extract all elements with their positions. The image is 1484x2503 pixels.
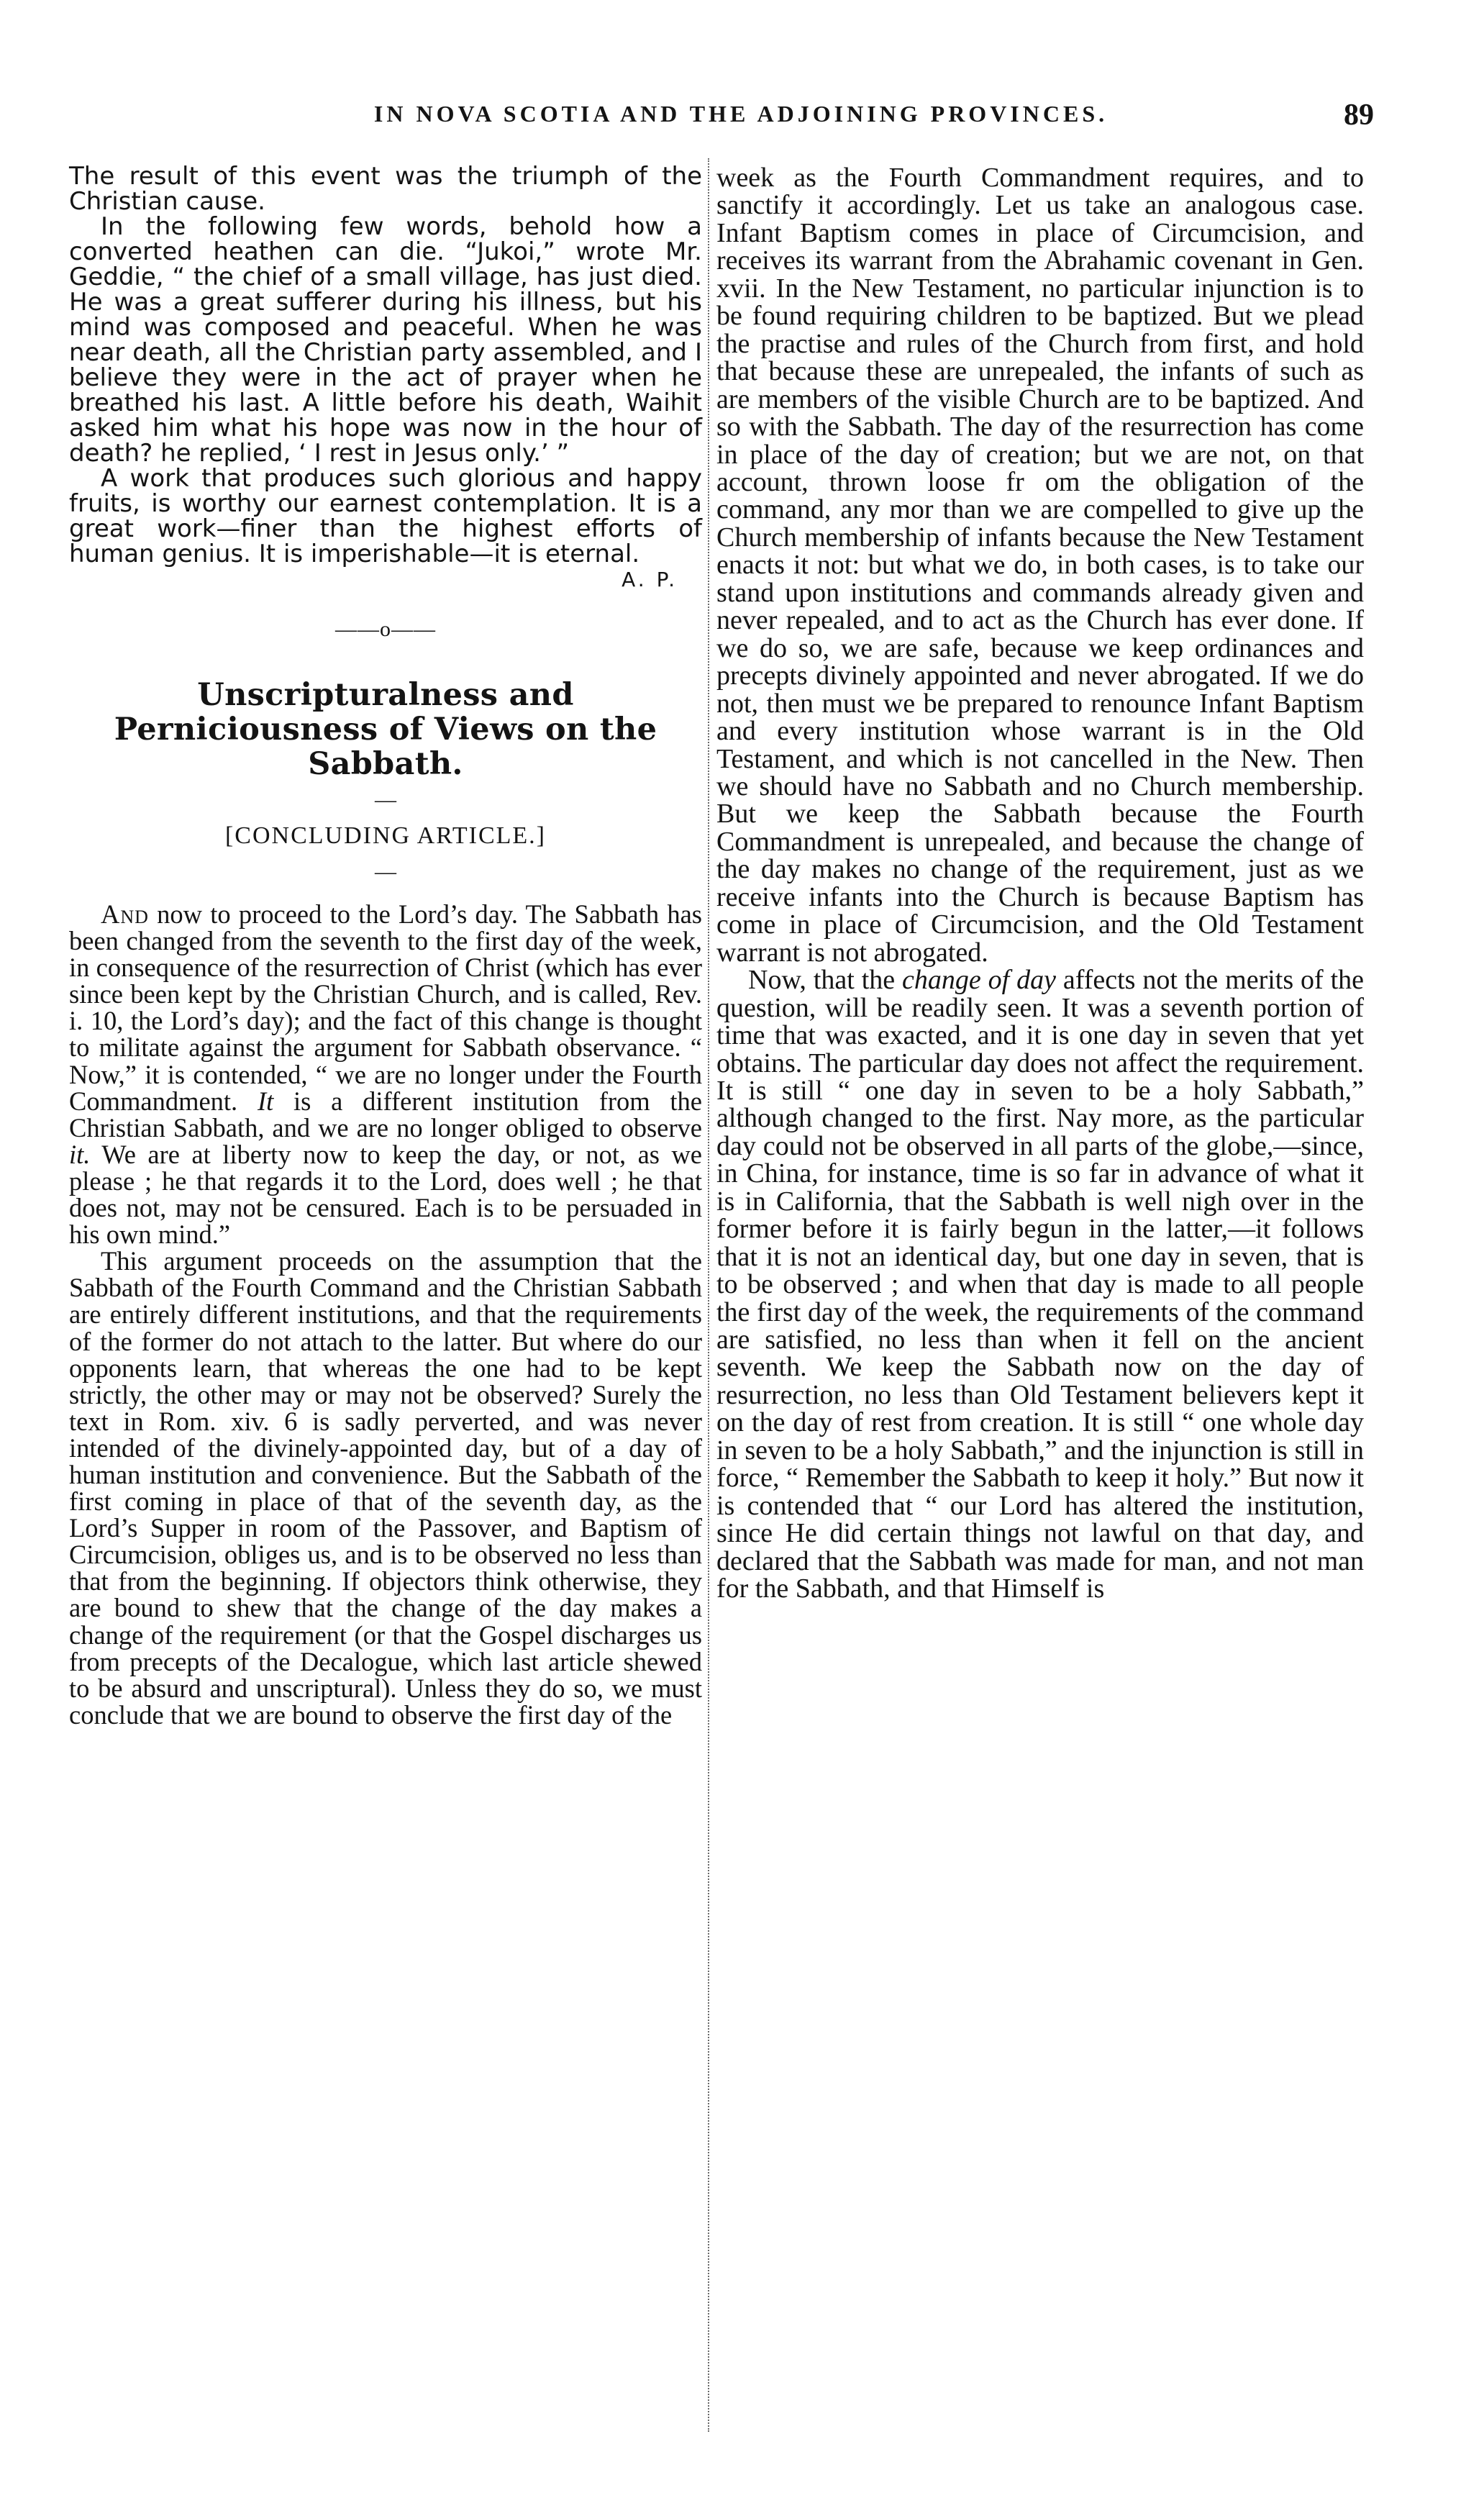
section-divider: ——o—— <box>335 617 436 641</box>
story-paragraph: A work that produces such glorious and happy fruits, is worthy our earnest contemplation. It is a great work—finer than the highest efforts of human genius. It is imperishable—it is eternal. <box>69 464 702 568</box>
article-paragraph <box>69 901 702 1248</box>
emphasis-text: it. <box>69 1139 91 1169</box>
story-paragraph: The result of this event was the triumph of the Christian cause. <box>69 162 702 216</box>
paragraph-text: Now, that the <box>748 965 903 996</box>
column-divider <box>708 158 709 2432</box>
lead-in: And <box>101 899 149 929</box>
left-column <box>69 164 702 1728</box>
article-title: Unscripturalness and Perniciousness of Views on the Sabbath. <box>114 677 657 782</box>
paragraph-text: now to proceed to the Lord’s day. The Sabbath has been changed from the seventh to the first day of the week, in consequence of the resurrection of Christ (which has ever since been kept by the Christian Church, and is called, Rev. i. 10, the Lord’s day); and the fact of this change is thought to militate against the argument for Sabbath observance. “ Now,” it is contended, “ we are no longer under the Fourth Commandment. <box>69 899 702 1116</box>
attribution-line <box>69 567 702 592</box>
story-paragraph: In the following few words, behold how a converted heathen can die. “Jukoi,” wrote Mr. Geddie, “ the chief of a small village, has just died. He was a great sufferer during his illness, but his mind was composed and peaceful. When he was near death, all the Christian party assembled, and I believe they were in the act of prayer when he breathed his last. A little before his death, Waihit asked him what his hope was now in the hour of death? he replied, ‘ I rest in Jesus only.’ ” <box>69 212 702 468</box>
article-paragraph <box>716 966 1364 1602</box>
page-number: 89 <box>1344 99 1374 132</box>
article-paragraph: week as the Fourth Commandment requires, and to sanctify it accordingly. Let us take an analogous case. Infant Baptism comes in place of Circumcision, and receives its warrant from the Abrahamic covenant in Gen. xvii. In the New Testament, no particular injunction is to be found requiring children to be baptized. But we plead the practise and rules of the Church from first, and hold that because these are unrepealed, the infants of such as are members of the visible Church are to be baptized. And so with the Sabbath. The day of the resurrection has come in place of the day of creation; but we are not, on that account, thrown loose fr om the obligation of the command, any mor than we are compelled to give up the Church membership of infants because the New Testament enacts it not: but what we do, in both cases, is to take our stand upon institutions and commands already given and never repealed, and to act as the Church has ever done. If we do so, we are safe, because we keep ordinances and precepts divinely appointed and never abrogated. If we do not, then must we be prepared to renounce Infant Baptism and every institution whose warrant is in the Old Testament, and which is not cancelled in the New. Then we should have no Sabbath and no Church membership. But we keep the Sabbath because the Fourth Commandment is unrepealed, and because the change of the day makes no change of the requirement, just as we receive infants into the Church is because Baptism has come in place of Circumcision, and the Old Testament warrant is not abrogated. <box>716 163 1364 968</box>
article-paragraph: This argument proceeds on the assumption that the Sabbath of the Fourth Command and the Christian Sabbath are entirely different institutions, and that the requirements of the former do not attach to the latter. But where do our opponents learn, that whereas the one had to be kept strictly, the other may or may not be observed? Surely the text in Rom. xiv. 6 is sadly perverted, and was never intended of the divinely-appointed day, but of a day of human institution and convenience. But the Sabbath of the first coming in place of that of the seventh day, as the Lord’s Supper in room of the Passover, and Baptism of Circumcision, obliges us, and is to be observed no less than that from the beginning. If objectors think otherwise, they are bound to shew that the change of the day makes a change of the requirement (or that the Gospel discharges us from precepts of the Decalogue, which last article shewed to be absurd and unscriptural). Unless they do so, we must conclude that we are bound to observe the first day of the <box>69 1246 702 1730</box>
paragraph-text: We are at liberty now to keep the day, or not, as we please ; he that regards it to the Lord, does well ; he that does not, may not be censured. Each is to be persuaded in his own mind.” <box>69 1139 702 1250</box>
emphasis-text: change of day <box>902 965 1056 996</box>
dash-ornament: — <box>375 860 396 883</box>
right-column <box>716 164 1364 1603</box>
dash-ornament: — <box>375 788 396 812</box>
author-signature: A. P. <box>622 568 678 591</box>
emphasis-text: It <box>257 1086 274 1116</box>
running-head <box>108 101 1374 144</box>
paragraph-text: is a different institution from the Christian Sabbath, and we are no longer obliged to observe <box>69 1086 703 1143</box>
running-title: IN NOVA SCOTIA AND THE ADJOINING PROVINCES. <box>373 101 1109 127</box>
paragraph-text: affects not the merits of the question, will be readily seen. It was a seventh portion of time that was exacted, and it is one day in seven that yet obtains. The particular day does not affect the requirement. It is still “ one day in seven to be a holy Sabbath,” although changed to the first. Nay more, as the particular day could not be observed in all parts of the globe,—since, in China, for instance, time is so far in advance of what it is in California, that the Sabbath is well nigh over in the former before it is fairly begun in the latter,—it follows that it is not an identical day, but one day in seven, that is to be observed ; and when that day is made to all people the first day of the week, the requirements of the command are satisfied, no less than when it fell on the ancient seventh. We keep the Sabbath now on the day of resurrection, no less than Old Testament believers kept it on the day of rest from creation. It is still “ one whole day in seven to be a holy Sabbath,” and the injunction is still in force, “ Remember the Sabbath to keep it holy.” But now it is contended that “ our Lord has altered the institution, since He did certain things not lawful on that day, and declared that the Sabbath was made for man, and not man for the Sabbath, and that Himself is <box>716 965 1365 1604</box>
article-subtitle: [CONCLUDING ARTICLE.] <box>224 822 547 849</box>
